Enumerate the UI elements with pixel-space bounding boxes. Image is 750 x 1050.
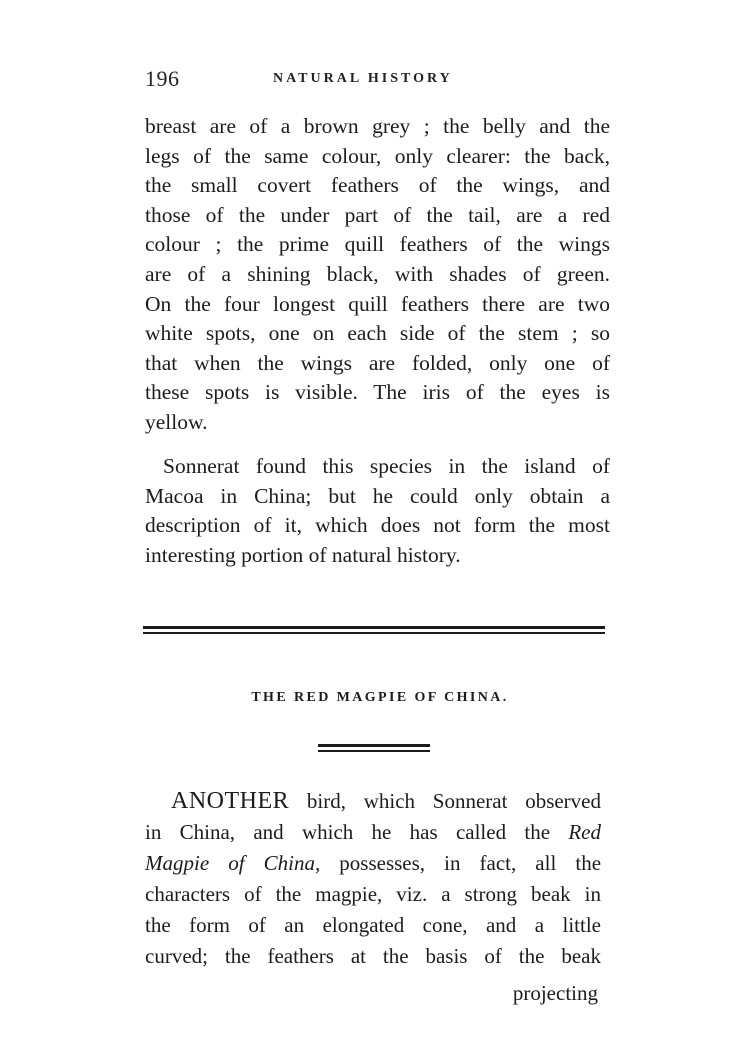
paragraph-1 <box>145 112 610 438</box>
rule-thin-line <box>318 750 430 752</box>
rule-thin-line <box>143 632 605 634</box>
text-run: in China, and which he has called the <box>145 820 551 844</box>
italic-run: Magpie of China, <box>145 851 321 875</box>
text-run: bird, which Sonnerat observed <box>306 789 601 813</box>
text-line: characters of the magpie, viz. a strong beak in <box>145 882 601 906</box>
text-line: the small covert feathers of the wings, and <box>145 173 610 198</box>
text-line: these spots is visible. The iris of the eyes is <box>145 380 610 405</box>
italic-run: Red <box>568 820 601 844</box>
text-line <box>145 848 601 879</box>
title-underline-rule <box>318 744 430 754</box>
paragraph-2 <box>145 452 610 570</box>
text-line <box>145 786 601 817</box>
catchword: projecting <box>512 981 598 1005</box>
page-number: 196 <box>145 66 180 91</box>
running-title: NATURAL HISTORY <box>273 71 453 86</box>
text-line: description of it, which does not form the most <box>145 513 610 538</box>
text-line: those of the under part of the tail, are a red <box>145 202 610 227</box>
running-head <box>145 66 615 96</box>
text-run: possesses, in fact, all the <box>339 851 602 875</box>
text-line: the form of an elongated cone, and a little <box>145 913 601 937</box>
text-line: curved; the feathers at the basis of the beak <box>145 944 601 968</box>
text-line: colour ; the prime quill feathers of the wings <box>145 232 610 257</box>
text-line: On the four longest quill feathers there are two <box>145 291 610 316</box>
section-title: THE RED MAGPIE OF CHINA. <box>251 690 509 705</box>
rule-thick-line <box>143 626 605 629</box>
paragraph-3 <box>145 786 601 972</box>
text-line: legs of the same colour, only clearer: the back, <box>145 143 610 168</box>
text-line: breast are of a brown grey ; the belly and the <box>145 114 610 138</box>
text-line: that when the wings are folded, only one of <box>145 350 610 375</box>
opening-word: ANOTHER <box>171 788 290 814</box>
text-line: Macoa in China; but he could only obtain a <box>145 483 610 508</box>
rule-thick-line <box>318 744 430 747</box>
text-line: white spots, one on each side of the stem ; so <box>145 321 610 346</box>
text-line: Sonnerat found this species in the island of <box>163 454 610 478</box>
text-line: yellow. <box>145 409 208 434</box>
section-divider-rule <box>143 624 605 638</box>
text-line <box>145 817 601 848</box>
text-line: are of a shining black, with shades of green. <box>145 261 610 286</box>
text-line: interesting portion of natural history. <box>145 542 461 567</box>
